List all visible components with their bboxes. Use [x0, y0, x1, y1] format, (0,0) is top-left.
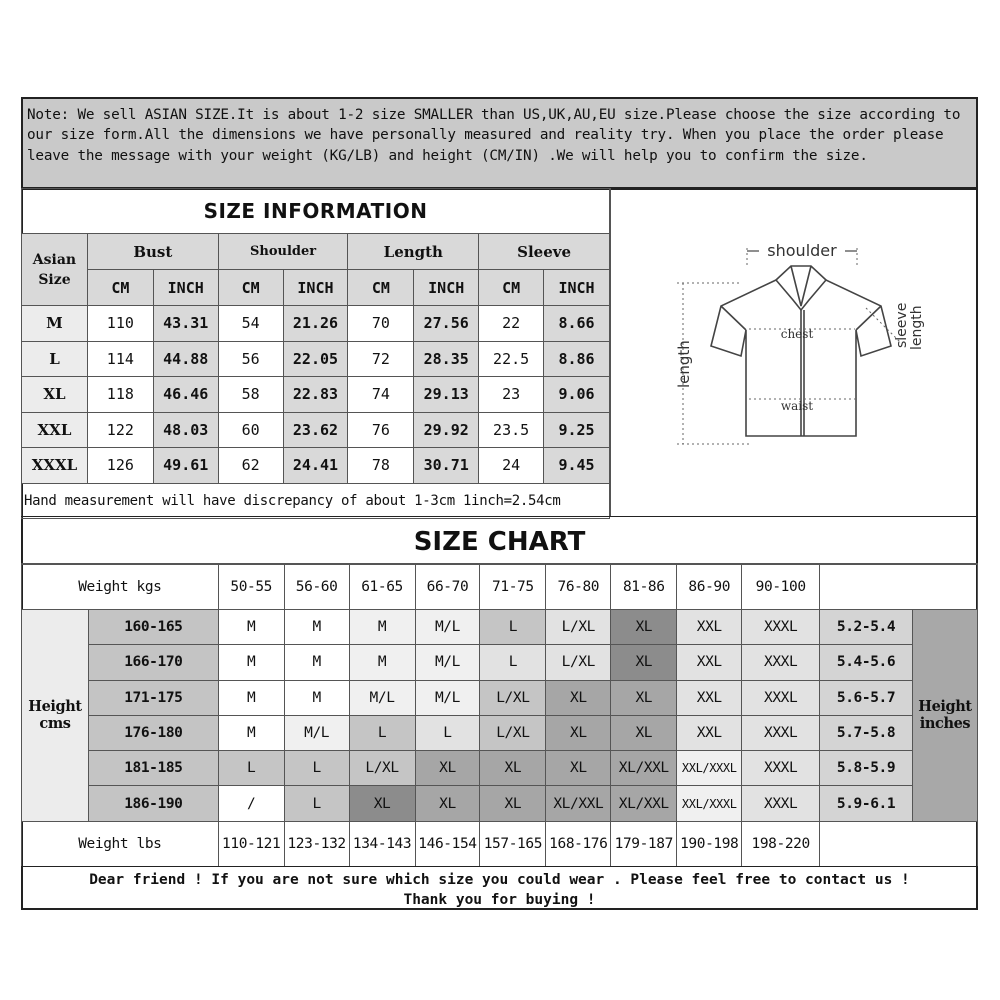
weight-kgs-value: 86-90 [677, 565, 742, 610]
unit-header: CM [218, 270, 283, 306]
footer-line-2: Thank you for buying ! [403, 892, 596, 908]
inch-value: 21.26 [283, 306, 348, 342]
weight-lbs-label: Weight lbs [22, 821, 219, 866]
size-recommendation: XL [546, 715, 611, 750]
inch-value: 49.61 [153, 448, 218, 484]
cm-value: 72 [348, 341, 414, 377]
size-recommendation: XXXL [742, 645, 820, 680]
weight-lbs-value: 190-198 [677, 821, 742, 866]
inch-value: 43.31 [153, 306, 218, 342]
size-recommendation: M/L [415, 680, 480, 715]
length-label: length [675, 340, 693, 388]
cm-value: 23 [479, 377, 544, 413]
height-cm-range: 160-165 [88, 610, 218, 645]
measurement-footnote: Hand measurement will have discrepancy of about 1-3cm 1inch=2.54cm [22, 483, 610, 518]
weight-lbs-value: 157-165 [480, 821, 546, 866]
size-recommendation: M [349, 610, 415, 645]
weight-kgs-label: Weight kgs [22, 565, 219, 610]
inch-value: 22.83 [283, 377, 348, 413]
inch-value: 27.56 [414, 306, 479, 342]
weight-lbs-value: 179-187 [611, 821, 677, 866]
weight-kgs-value: 81-86 [611, 565, 677, 610]
cm-value: 126 [87, 448, 153, 484]
weight-kgs-value: 71-75 [480, 565, 546, 610]
size-recommendation: L/XL [480, 715, 546, 750]
unit-header: INCH [414, 270, 479, 306]
inch-value: 23.62 [283, 412, 348, 448]
size-recommendation: M/L [415, 645, 480, 680]
cm-value: 24 [479, 448, 544, 484]
cm-value: 78 [348, 448, 414, 484]
height-cm-range: 176-180 [88, 715, 218, 750]
cm-value: 114 [87, 341, 153, 377]
size-row [22, 412, 610, 448]
shoulder-header: Shoulder [218, 234, 348, 270]
empty-cell [820, 565, 978, 610]
empty-cell [820, 821, 978, 866]
unit-header: INCH [283, 270, 348, 306]
cm-value: 22.5 [479, 341, 544, 377]
size-recommendation: / [218, 786, 284, 821]
size-recommendation: XL [611, 645, 677, 680]
unit-header: CM [348, 270, 414, 306]
size-recommendation: XXL [677, 610, 742, 645]
inch-value: 9.25 [544, 412, 610, 448]
weight-kgs-value: 56-60 [284, 565, 349, 610]
size-recommendation: XXL [677, 715, 742, 750]
height-inch-range: 5.8-5.9 [820, 751, 913, 786]
size-recommendation: L [218, 751, 284, 786]
size-label: L [22, 341, 88, 377]
size-recommendation: XXL/XXXL [677, 751, 742, 786]
size-recommendation: M [218, 610, 284, 645]
size-recommendation: M/L [415, 610, 480, 645]
size-recommendation: XL [611, 680, 677, 715]
size-recommendation: L/XL [546, 645, 611, 680]
shirt-measurement-diagram [610, 188, 978, 516]
weight-lbs-row [22, 821, 978, 866]
height-inch-range: 5.6-5.7 [820, 680, 913, 715]
size-recommendation: L [284, 751, 349, 786]
size-recommendation: M [349, 645, 415, 680]
cm-value: 118 [87, 377, 153, 413]
height-row [22, 610, 978, 645]
length-header: Length [348, 234, 479, 270]
size-recommendation: M [218, 645, 284, 680]
size-recommendation: XXXL [742, 680, 820, 715]
size-recommendation: M/L [284, 715, 349, 750]
bust-header: Bust [87, 234, 218, 270]
cm-value: 76 [348, 412, 414, 448]
weight-lbs-value: 110-121 [218, 821, 284, 866]
inch-value: 29.13 [414, 377, 479, 413]
shoulder-label: shoulder [767, 241, 837, 260]
unit-header: INCH [153, 270, 218, 306]
footer-line-1: Dear friend ! If you are not sure which size you could wear . Please feel free to contact us ! [89, 872, 910, 888]
unit-header: CM [87, 270, 153, 306]
weight-kgs-value: 61-65 [349, 565, 415, 610]
inch-value: 9.45 [544, 448, 610, 484]
size-recommendation: L [349, 715, 415, 750]
cm-value: 62 [218, 448, 283, 484]
size-label: XXL [22, 412, 88, 448]
size-recommendation: M [284, 610, 349, 645]
height-cm-range: 181-185 [88, 751, 218, 786]
shirt-illustration [611, 188, 979, 516]
height-inches-label: Height inches [912, 610, 977, 822]
inch-value: 48.03 [153, 412, 218, 448]
weight-kgs-value: 66-70 [415, 565, 480, 610]
size-recommendation: M/L [349, 680, 415, 715]
size-recommendation: M [284, 680, 349, 715]
inch-value: 8.66 [544, 306, 610, 342]
height-inch-range: 5.9-6.1 [820, 786, 913, 821]
weight-kgs-value: 76-80 [546, 565, 611, 610]
size-recommendation: L [480, 645, 546, 680]
cm-value: 70 [348, 306, 414, 342]
size-recommendation: XXXL [742, 610, 820, 645]
sleeve-length-label: length [909, 305, 925, 350]
inch-value: 28.35 [414, 341, 479, 377]
weight-kgs-row [22, 565, 978, 610]
size-recommendation: M [284, 645, 349, 680]
size-recommendation: XL [349, 786, 415, 821]
inch-value: 22.05 [283, 341, 348, 377]
cm-value: 74 [348, 377, 414, 413]
size-recommendation: XL [415, 786, 480, 821]
sleeve-header: Sleeve [479, 234, 610, 270]
cm-value: 54 [218, 306, 283, 342]
size-recommendation: XL/XXL [546, 786, 611, 821]
size-recommendation: XL/XXL [611, 751, 677, 786]
size-label: XXXL [22, 448, 88, 484]
size-row [22, 306, 610, 342]
weight-lbs-value: 134-143 [349, 821, 415, 866]
sleeve-label: sleeve [894, 302, 910, 348]
chest-label: chest [780, 327, 814, 341]
height-inch-range: 5.7-5.8 [820, 715, 913, 750]
size-label: XL [22, 377, 88, 413]
height-cms-label: Height cms [22, 610, 89, 822]
weight-lbs-value: 198-220 [742, 821, 820, 866]
size-recommendation: L [480, 610, 546, 645]
asian-size-header: Asian Size [22, 234, 88, 306]
inch-value: 44.88 [153, 341, 218, 377]
cm-value: 122 [87, 412, 153, 448]
inch-value: 29.92 [414, 412, 479, 448]
height-row [22, 645, 978, 680]
size-recommendation: XL [546, 680, 611, 715]
waist-label: waist [780, 399, 814, 413]
height-cm-range: 166-170 [88, 645, 218, 680]
inch-value: 24.41 [283, 448, 348, 484]
size-chart-title: SIZE CHART [21, 516, 978, 564]
cm-value: 22 [479, 306, 544, 342]
size-recommendation: L/XL [349, 751, 415, 786]
cm-value: 58 [218, 377, 283, 413]
weight-kgs-value: 50-55 [218, 565, 284, 610]
size-recommendation: XL/XXL [611, 786, 677, 821]
contact-footer [21, 866, 978, 910]
size-recommendation: XL [611, 715, 677, 750]
cm-value: 110 [87, 306, 153, 342]
size-label: M [22, 306, 88, 342]
weight-lbs-value: 123-132 [284, 821, 349, 866]
size-recommendation: L/XL [480, 680, 546, 715]
height-inch-range: 5.2-5.4 [820, 610, 913, 645]
size-recommendation: XL [415, 751, 480, 786]
unit-header: INCH [544, 270, 610, 306]
cm-value: 56 [218, 341, 283, 377]
size-recommendation: XXXL [742, 715, 820, 750]
inch-value: 30.71 [414, 448, 479, 484]
inch-value: 46.46 [153, 377, 218, 413]
height-row [22, 715, 978, 750]
size-row [22, 448, 610, 484]
size-recommendation: XXXL [742, 786, 820, 821]
size-recommendation: XL [611, 610, 677, 645]
size-chart-table [21, 564, 978, 867]
size-recommendation: M [218, 680, 284, 715]
size-recommendation: XXL/XXXL [677, 786, 742, 821]
inch-value: 8.86 [544, 341, 610, 377]
size-note: Note: We sell ASIAN SIZE.It is about 1-2 size SMALLER than US,UK,AU,EU size.Please choose the size according to our size form.All the dimensions we have personally measured and reality try. When you place the order please leave the message with your weight (KG/LB) and height (CM/IN) .We will help you to confirm the size. [21, 97, 978, 189]
size-recommendation: XXL [677, 645, 742, 680]
height-inch-range: 5.4-5.6 [820, 645, 913, 680]
size-recommendation: M [218, 715, 284, 750]
weight-lbs-value: 168-176 [546, 821, 611, 866]
size-recommendation: L/XL [546, 610, 611, 645]
size-information-title: SIZE INFORMATION [22, 189, 610, 234]
size-recommendation: XXXL [742, 751, 820, 786]
size-row [22, 377, 610, 413]
size-recommendation: XL [546, 751, 611, 786]
height-row [22, 786, 978, 821]
cm-value: 60 [218, 412, 283, 448]
weight-lbs-value: 146-154 [415, 821, 480, 866]
height-cm-range: 171-175 [88, 680, 218, 715]
size-recommendation: L [284, 786, 349, 821]
height-row [22, 680, 978, 715]
size-recommendation: XXL [677, 680, 742, 715]
size-recommendation: XL [480, 751, 546, 786]
unit-header: CM [479, 270, 544, 306]
size-recommendation: XL [480, 786, 546, 821]
cm-value: 23.5 [479, 412, 544, 448]
height-row [22, 751, 978, 786]
height-cm-range: 186-190 [88, 786, 218, 821]
weight-kgs-value: 90-100 [742, 565, 820, 610]
inch-value: 9.06 [544, 377, 610, 413]
size-recommendation: L [415, 715, 480, 750]
size-row [22, 341, 610, 377]
size-information-table [21, 188, 610, 519]
